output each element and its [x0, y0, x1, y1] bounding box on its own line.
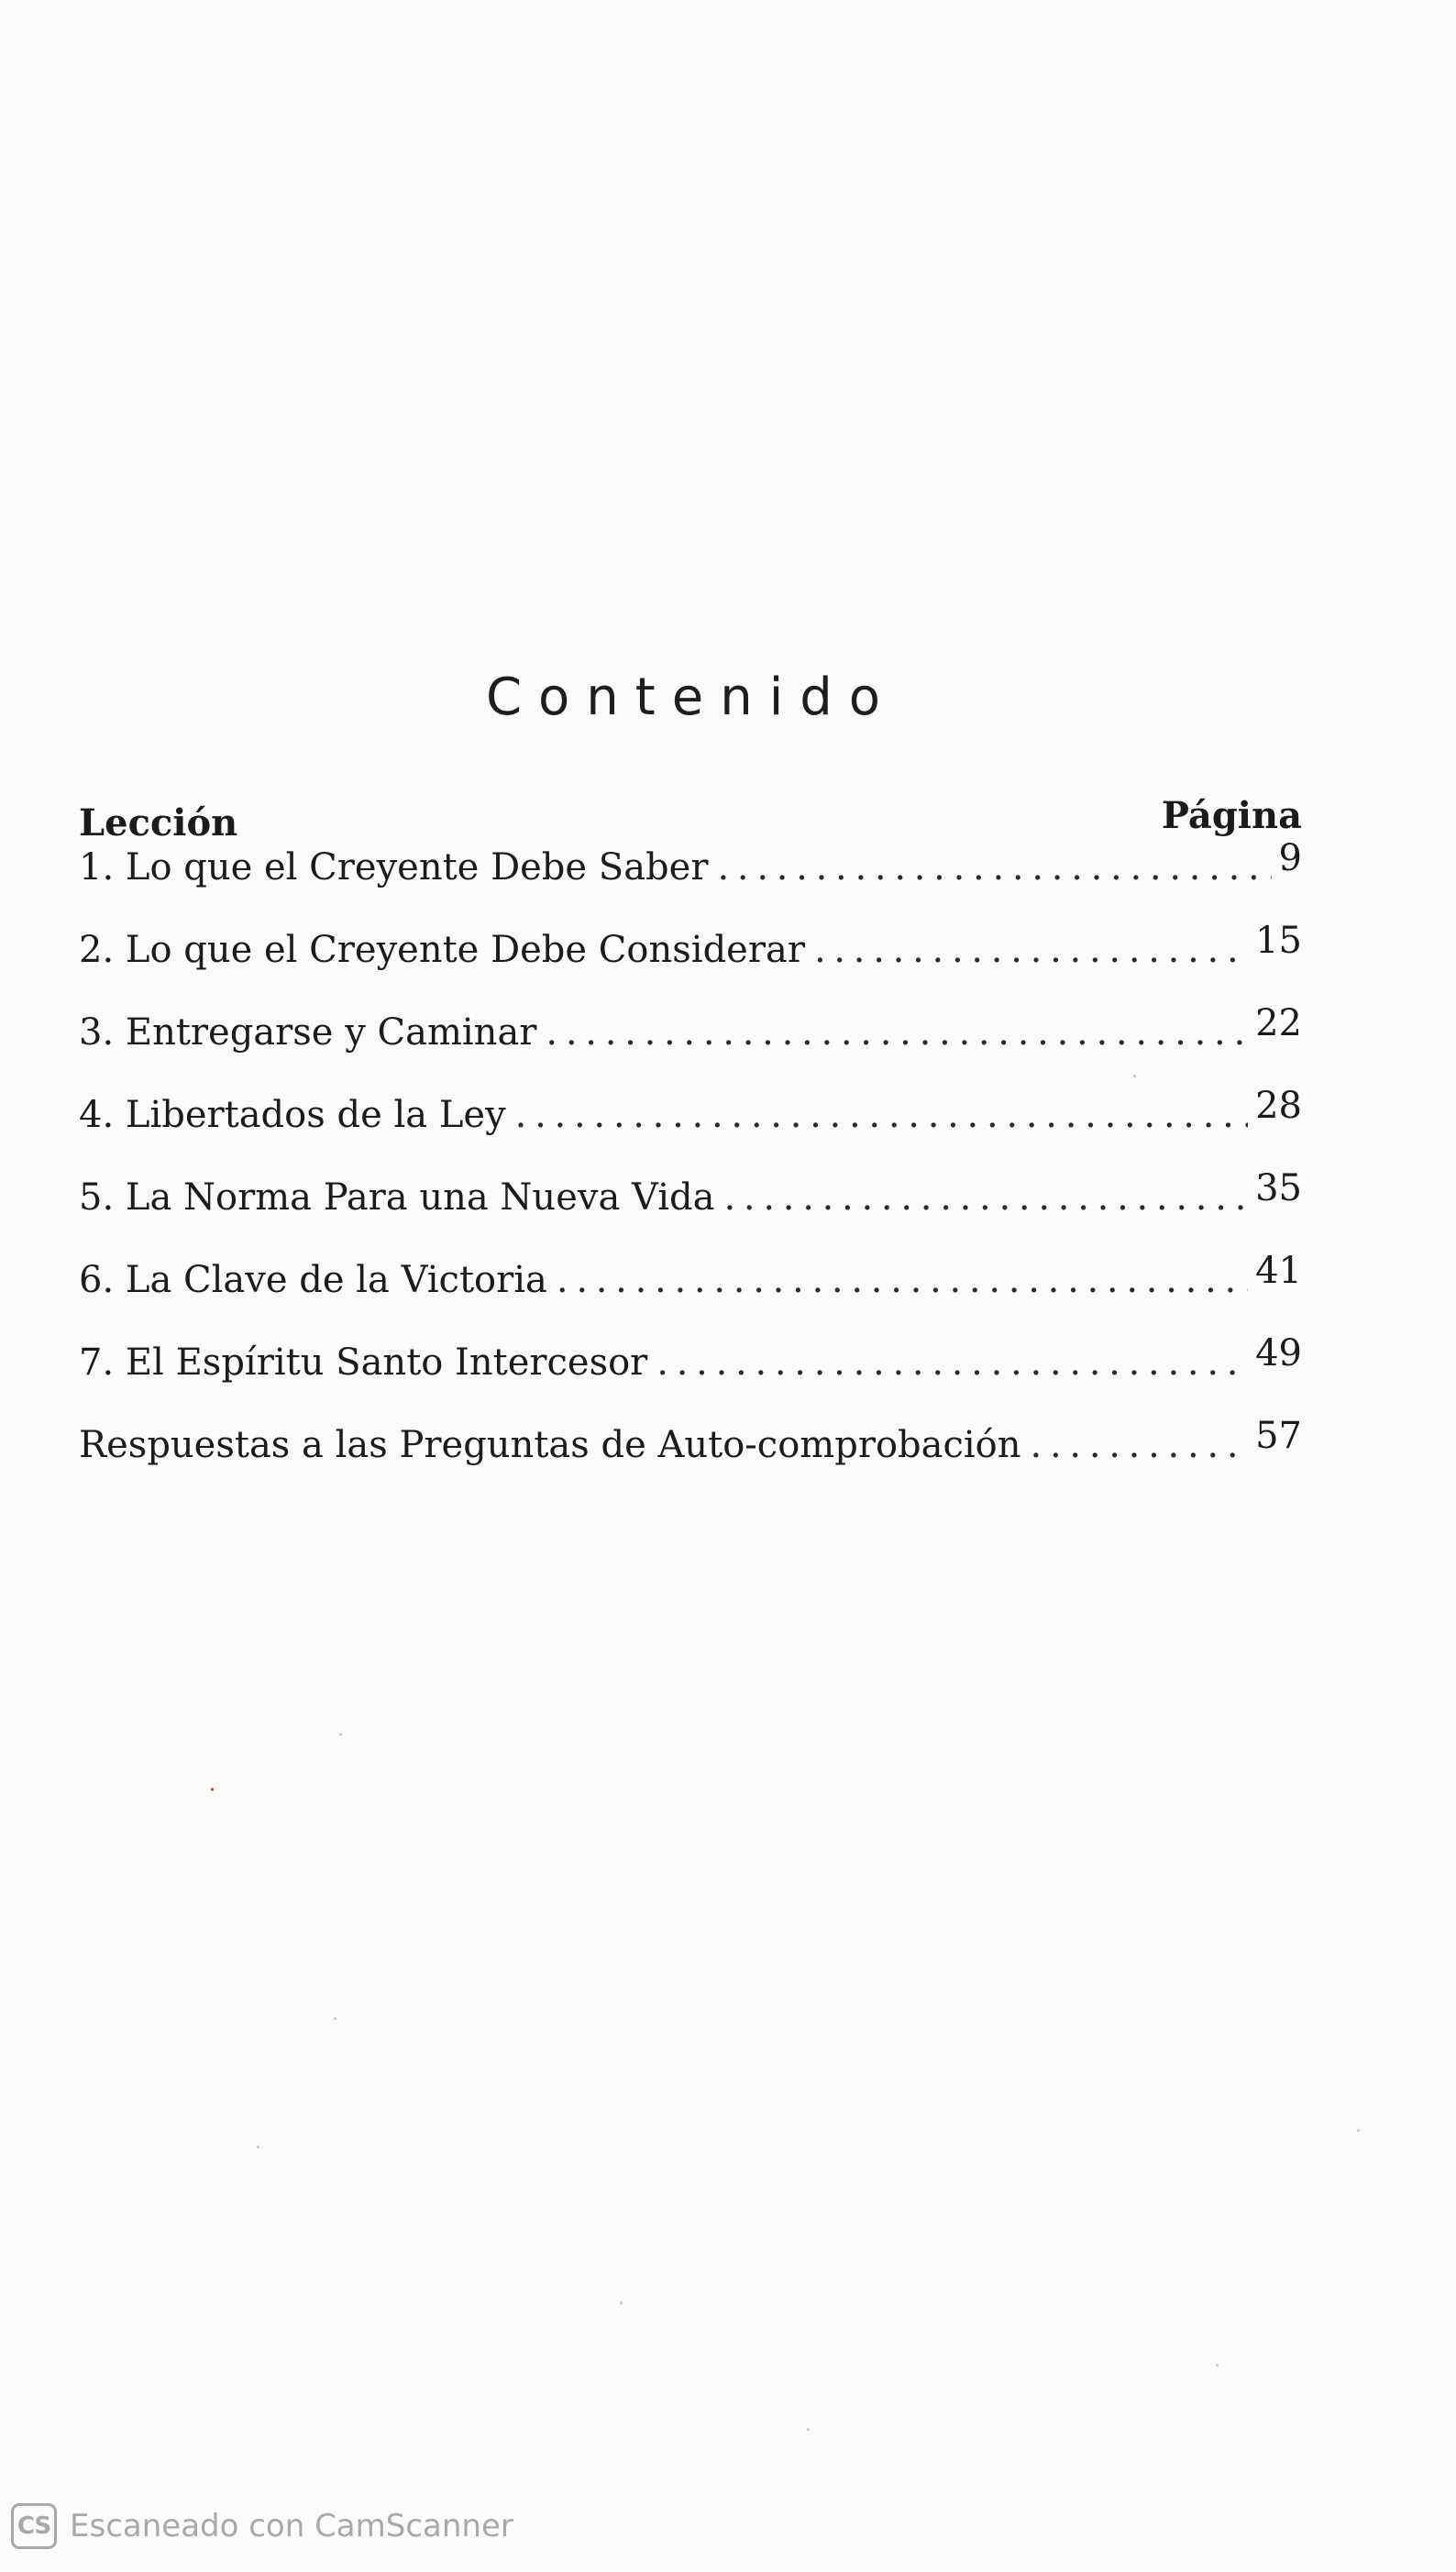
scan-speck: [1133, 1075, 1136, 1077]
toc-entry: [79, 922, 1302, 1005]
dot-leader: [723, 1170, 1248, 1225]
toc-entry-title: 7. El Espíritu Santo Intercesor: [79, 1341, 648, 1384]
watermark-text: Escaneado con CamScanner: [70, 2508, 513, 2544]
dot-leader: [814, 922, 1248, 977]
toc-entry-page: 41: [1255, 1253, 1302, 1292]
toc-entry-title: 3. Entregarse y Caminar: [79, 1011, 537, 1054]
toc-entry-title: 6. La Clave de la Victoria: [79, 1259, 547, 1301]
toc-entry-title: 2. Lo que el Creyente Debe Considerar: [79, 929, 805, 971]
dot-leader: [656, 1335, 1248, 1390]
toc-entry-page: 35: [1255, 1170, 1302, 1209]
toc-entry-title: Respuestas a las Preguntas de Auto-comprobación: [79, 1424, 1021, 1466]
toc-entry: [79, 1335, 1302, 1418]
table-of-contents: [79, 796, 1302, 1500]
toc-entry-page: 28: [1255, 1087, 1302, 1127]
dot-leader: [546, 1005, 1248, 1060]
column-heading-page: Página: [1161, 794, 1302, 837]
scan-speck: [339, 1733, 342, 1736]
dot-leader: [1031, 1418, 1249, 1473]
scan-speck: [257, 2146, 259, 2148]
dot-leader: [717, 840, 1271, 895]
toc-entry-page: 9: [1278, 840, 1302, 879]
scan-speck: [620, 2302, 623, 2304]
dot-leader: [557, 1253, 1248, 1308]
scan-speck: [1216, 2364, 1219, 2367]
toc-entry-title: 4. Libertados de la Ley: [79, 1094, 506, 1136]
toc-entry: [79, 1170, 1302, 1253]
toc-entry-page: 15: [1255, 922, 1302, 962]
scanner-watermark: [11, 2503, 513, 2549]
camscanner-logo-icon: CS: [11, 2503, 57, 2549]
toc-entry: [79, 840, 1302, 922]
toc-entry-page: 22: [1255, 1005, 1302, 1044]
toc-entry-page: 49: [1255, 1335, 1302, 1374]
scan-speck: [211, 1788, 214, 1791]
dot-leader: [515, 1087, 1248, 1142]
toc-entry-page: 57: [1255, 1418, 1302, 1457]
toc-entry: [79, 1253, 1302, 1335]
scan-speck: [807, 2428, 810, 2431]
toc-entry-title: 1. Lo que el Creyente Debe Saber: [79, 846, 709, 889]
toc-entry: [79, 1087, 1302, 1170]
scan-speck: [334, 2017, 336, 2020]
column-heading-lesson: Lección: [79, 801, 238, 844]
toc-entry: [79, 1005, 1302, 1087]
page-title: Contenido: [485, 668, 898, 727]
scan-speck: [1357, 2129, 1360, 2132]
toc-entry-title: 5. La Norma Para una Nueva Vida: [79, 1176, 715, 1219]
toc-entry: [79, 1418, 1302, 1500]
